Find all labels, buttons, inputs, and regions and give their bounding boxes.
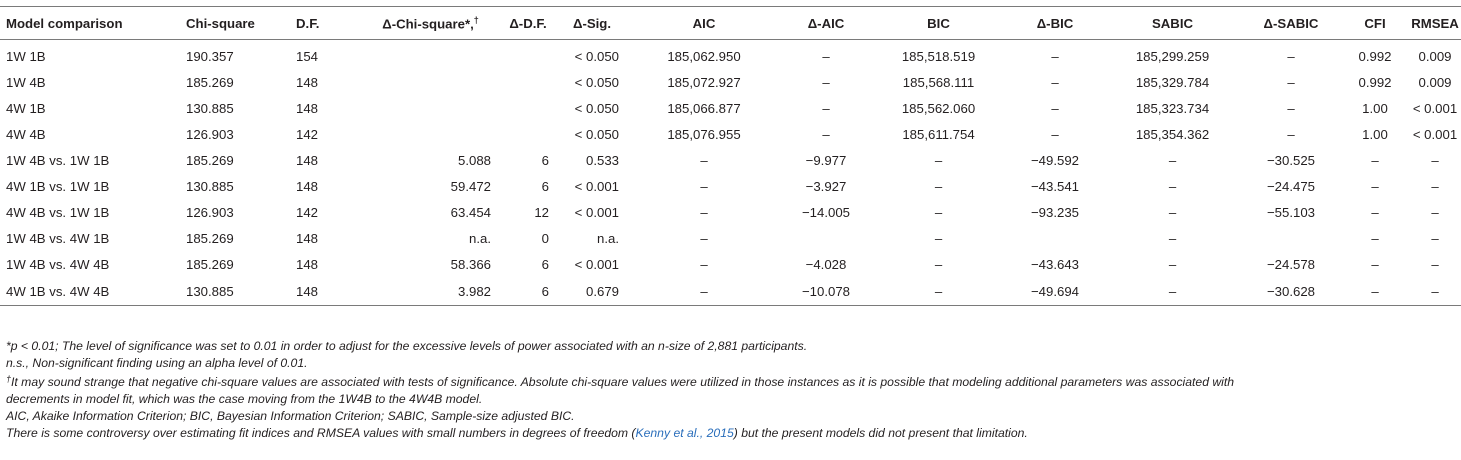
table-row — [0, 225, 1461, 251]
cell-df: 148 — [296, 178, 319, 194]
cell-delta-bic: −43.643 — [1030, 256, 1080, 272]
cell-delta-sabic: −55.103 — [1266, 204, 1316, 220]
cell-df: 148 — [296, 100, 319, 116]
col-header-df: D.F. — [296, 7, 362, 40]
cell-delta-df: 6 — [541, 256, 549, 272]
cell-delta-sig: < 0.050 — [574, 126, 619, 142]
table-row — [0, 277, 1461, 306]
footnote-significance — [6, 338, 1446, 355]
cell-model: 4W 1B vs. 1W 1B — [6, 178, 110, 194]
table-row — [0, 199, 1461, 225]
cell-delta-aic: −4.028 — [805, 256, 847, 272]
cell-chi-square: 185.269 — [186, 230, 234, 246]
cell-df: 142 — [296, 126, 319, 142]
cell-delta-sabic: – — [1287, 48, 1295, 64]
col-header-bic: BIC — [871, 7, 1006, 40]
table-row — [0, 147, 1461, 173]
cell-rmsea: 0.009 — [1418, 48, 1452, 64]
cell-delta-df: 0 — [541, 230, 549, 246]
table-row — [0, 251, 1461, 277]
cell-delta-chi-square: 63.454 — [450, 204, 491, 220]
table-row — [0, 121, 1461, 147]
cell-delta-chi-square: 3.982 — [362, 277, 499, 306]
cell-delta-chi-square: 5.088 — [457, 152, 491, 168]
cell-cfi: – — [1341, 277, 1409, 306]
cell-delta-sig: < 0.050 — [574, 100, 619, 116]
col-header-cfi: CFI — [1341, 7, 1409, 40]
cell-df: 148 — [296, 74, 319, 90]
cell-delta-df: 12 — [534, 204, 549, 220]
col-header-chi-square: Chi-square — [178, 7, 296, 40]
cell-sabic: – — [1104, 277, 1241, 306]
cell-model: 4W 4B vs. 1W 1B — [6, 204, 110, 220]
cell-chi-square: 190.357 — [186, 48, 234, 64]
cell-rmsea: < 0.001 — [1412, 126, 1458, 142]
cell-delta-aic — [781, 225, 871, 251]
cell-delta-bic: – — [1051, 74, 1059, 90]
cell-delta-bic: – — [1051, 48, 1059, 64]
cell-delta-df — [499, 69, 557, 95]
cell-df: 154 — [296, 48, 319, 64]
col-header-delta-sig: Δ-Sig. — [557, 7, 627, 40]
cell-model: 1W 4B vs. 4W 4B — [6, 256, 110, 272]
cell-delta-sig: < 0.001 — [574, 256, 619, 272]
dagger-mark: † — [473, 14, 479, 25]
cell-delta-df — [499, 121, 557, 147]
footnote-star: * — [6, 339, 11, 353]
cell-delta-aic: −14.005 — [801, 204, 851, 220]
cell-model: 4W 1B — [6, 100, 46, 116]
col-header-rmsea: RMSEA — [1409, 7, 1461, 40]
cell-cfi: – — [1371, 204, 1379, 220]
cell-delta-bic: −93.235 — [1030, 204, 1080, 220]
cell-cfi: – — [1371, 256, 1379, 272]
cell-delta-df — [499, 40, 557, 70]
header-row — [0, 7, 1461, 40]
cell-bic: 185,611.754 — [902, 126, 975, 142]
table-footnotes — [6, 338, 1446, 442]
cell-delta-df: 6 — [541, 178, 549, 194]
cell-delta-df: 6 — [499, 277, 557, 306]
cell-delta-df: 6 — [541, 152, 549, 168]
cell-delta-bic: −43.541 — [1030, 178, 1080, 194]
cell-cfi: 0.992 — [1358, 48, 1392, 64]
cell-model: 4W 4B — [6, 126, 46, 142]
cell-chi-square: 130.885 — [178, 277, 296, 306]
citation-link[interactable]: Kenny et al., 2015 — [635, 426, 734, 440]
cell-bic: – — [934, 204, 943, 220]
cell-rmsea: < 0.001 — [1412, 100, 1458, 116]
cell-sabic: – — [1168, 230, 1177, 246]
cell-chi-square: 130.885 — [186, 100, 234, 116]
cell-delta-aic: – — [822, 74, 830, 90]
cell-delta-sabic: – — [1287, 126, 1295, 142]
col-header-delta-chi-square — [362, 7, 499, 40]
col-header-sabic: SABIC — [1104, 7, 1241, 40]
cell-cfi: – — [1371, 152, 1379, 168]
cell-rmsea: 0.009 — [1418, 74, 1452, 90]
cell-aic: 185,076.955 — [667, 126, 741, 142]
cell-model: 1W 4B vs. 4W 1B — [6, 230, 110, 246]
cell-delta-aic: – — [822, 126, 830, 142]
cell-delta-chi-square — [362, 121, 499, 147]
cell-delta-chi-square — [362, 95, 499, 121]
cell-df: 148 — [296, 152, 319, 168]
cell-delta-bic: – — [1051, 126, 1059, 142]
cell-bic: – — [934, 178, 943, 194]
col-header-delta-df: Δ-D.F. — [499, 7, 557, 40]
cell-chi-square: 185.269 — [186, 74, 234, 90]
cell-delta-sabic: −24.578 — [1266, 256, 1316, 272]
cell-bic: 185,562.060 — [901, 100, 976, 116]
cell-delta-chi-square: n.a. — [469, 230, 491, 246]
cell-df: 148 — [296, 230, 319, 246]
cell-chi-square: 185.269 — [186, 256, 234, 272]
cell-df: 142 — [296, 204, 319, 220]
cell-cfi: – — [1371, 230, 1379, 246]
footnote-controversy — [6, 425, 1446, 442]
footnote-dagger-text: It may sound strange that negative chi-square values are associated with tests of significance. Absolute chi-square values were utilized in those instances as it is possible that modeling additional parameters was associated with — [11, 375, 1235, 389]
cell-delta-sig: n.a. — [597, 230, 619, 246]
cell-sabic: – — [1168, 152, 1177, 168]
cell-cfi: 1.00 — [1362, 126, 1388, 142]
cell-sabic: 185,323.734 — [1135, 100, 1210, 116]
cell-cfi: – — [1371, 178, 1379, 194]
cell-delta-sig: < 0.001 — [574, 204, 619, 220]
cell-delta-bic: −49.592 — [1030, 152, 1080, 168]
cell-rmsea: – — [1431, 256, 1439, 272]
cell-chi-square: 126.903 — [186, 204, 234, 220]
cell-bic: 185,518.519 — [901, 48, 976, 64]
cell-delta-sabic: −30.525 — [1266, 152, 1316, 168]
cell-rmsea: – — [1431, 204, 1439, 220]
footnote-dagger — [6, 374, 1446, 391]
cell-delta-chi-square — [362, 69, 499, 95]
cell-delta-sig: < 0.050 — [574, 74, 619, 90]
cell-sabic: – — [1168, 204, 1177, 220]
cell-aic: – — [627, 277, 781, 306]
cell-model: 1W 1B — [6, 48, 46, 64]
col-header-delta-sabic: Δ-SABIC — [1241, 7, 1341, 40]
cell-chi-square: 185.269 — [186, 152, 234, 168]
cell-delta-aic: −3.927 — [805, 178, 847, 194]
cell-delta-sabic: −30.628 — [1241, 277, 1341, 306]
cell-bic: – — [934, 152, 943, 168]
footnote-dagger-continued: decrements in model fit, which was the case moving from the 1W4B to the 4W4B model. — [6, 392, 483, 406]
cell-df: 148 — [296, 277, 362, 306]
cell-aic: 185,072.927 — [667, 74, 741, 90]
col-header-model: Model comparison — [0, 7, 178, 40]
cell-delta-sig: < 0.050 — [574, 48, 619, 64]
delta-chi-label: Δ-Chi-square*, — [382, 16, 474, 32]
cell-delta-sig: 0.679 — [557, 277, 627, 306]
cell-sabic: – — [1168, 178, 1177, 194]
cell-chi-square: 130.885 — [186, 178, 234, 194]
cell-delta-sabic: – — [1287, 100, 1295, 116]
cell-delta-aic: – — [822, 48, 830, 64]
table-row — [0, 95, 1461, 121]
cell-aic: – — [700, 204, 708, 220]
cell-delta-aic: −10.078 — [781, 277, 871, 306]
table-row — [0, 173, 1461, 199]
cell-delta-aic: −9.977 — [805, 152, 847, 168]
cell-delta-chi-square — [362, 40, 499, 70]
cell-aic: – — [700, 152, 708, 168]
col-header-delta-aic: Δ-AIC — [781, 7, 871, 40]
cell-aic: – — [700, 256, 708, 272]
table-row — [0, 69, 1461, 95]
cell-rmsea: – — [1431, 152, 1439, 168]
cell-delta-sig: < 0.001 — [574, 178, 619, 194]
cell-delta-df — [499, 95, 557, 121]
footnote-controversy-tail: ) but the present models did not present that limitation. — [733, 426, 1028, 440]
cell-cfi: 1.00 — [1362, 100, 1388, 116]
cell-model: 1W 4B — [6, 74, 46, 90]
cell-rmsea: – — [1431, 230, 1439, 246]
cell-delta-sabic — [1241, 225, 1341, 251]
cell-delta-bic: – — [1051, 100, 1059, 116]
cell-df: 148 — [296, 256, 319, 272]
col-header-aic: AIC — [627, 7, 781, 40]
footnote-abbreviations: AIC, Akaike Information Criterion; BIC, Bayesian Information Criterion; SABIC, Sample-size adjusted BIC. — [6, 409, 575, 423]
col-header-delta-bic: Δ-BIC — [1006, 7, 1104, 40]
footnote-ns: n.s., Non-significant finding using an alpha level of 0.01. — [6, 356, 308, 370]
cell-bic: 185,568.111 — [902, 74, 975, 90]
footnote-controversy-text: There is some controversy over estimating fit indices and RMSEA values with small numbers in degrees of freedom ( — [6, 426, 636, 440]
table-row — [0, 40, 1461, 70]
cell-delta-bic — [1006, 225, 1104, 251]
cell-cfi: 0.992 — [1358, 74, 1392, 90]
cell-aic: 185,062.950 — [667, 48, 741, 64]
cell-model: 1W 4B vs. 1W 1B — [6, 152, 110, 168]
cell-aic: 185,066.877 — [667, 100, 741, 116]
model-comparison-table — [0, 6, 1461, 306]
cell-delta-chi-square: 58.366 — [450, 256, 491, 272]
cell-bic: – — [934, 230, 943, 246]
cell-delta-chi-square: 59.472 — [450, 178, 491, 194]
cell-sabic: – — [1168, 256, 1177, 272]
cell-delta-bic: −49.694 — [1006, 277, 1104, 306]
cell-rmsea: – — [1431, 178, 1439, 194]
cell-sabic: 185,329.784 — [1135, 74, 1210, 90]
cell-bic: – — [934, 256, 943, 272]
footnote-dagger-mark: † — [6, 374, 12, 384]
footnote-significance-text: p < 0.01; The level of significance was set to 0.01 in order to adjust for the excessive levels of power associated with an n-size of 2,881 participants. — [10, 339, 808, 353]
cell-delta-sig: 0.533 — [585, 152, 619, 168]
cell-model: 4W 1B vs. 4W 4B — [0, 277, 178, 306]
cell-rmsea: – — [1409, 277, 1461, 306]
cell-delta-sabic: −24.475 — [1266, 178, 1316, 194]
cell-delta-sabic: – — [1287, 74, 1295, 90]
cell-aic: – — [700, 178, 708, 194]
cell-sabic: 185,354.362 — [1135, 126, 1210, 142]
cell-chi-square: 126.903 — [186, 126, 234, 142]
cell-aic: – — [700, 230, 708, 246]
cell-delta-aic: – — [822, 100, 830, 116]
cell-sabic: 185,299.259 — [1135, 48, 1210, 64]
cell-bic: – — [871, 277, 1006, 306]
